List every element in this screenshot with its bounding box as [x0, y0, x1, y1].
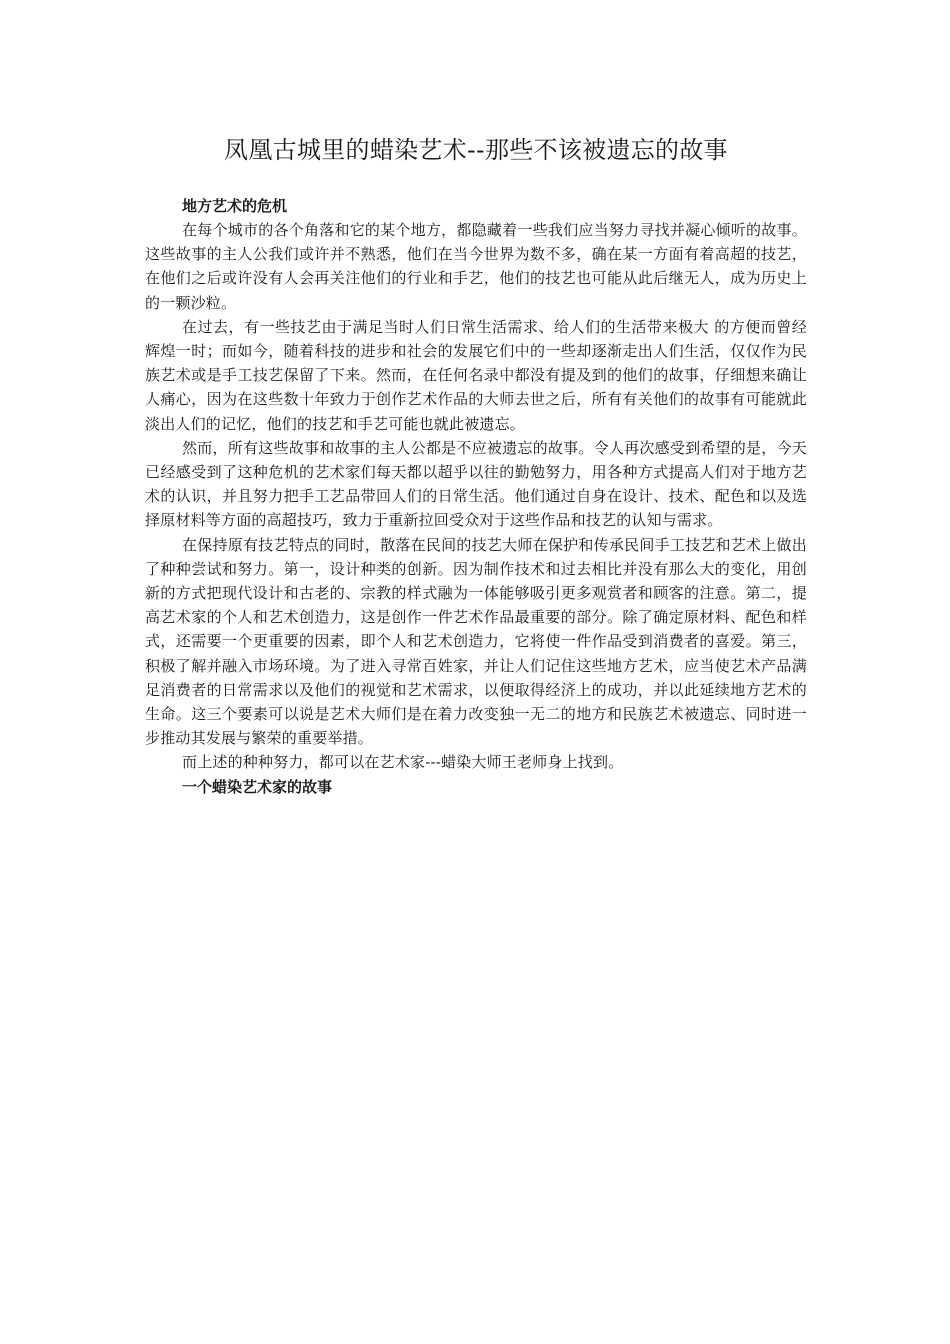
document-page: [145, 130, 807, 799]
paragraph-3: 然而，所有这些故事和故事的主人公都是不应被遗忘的故事。令人再次感受到希望的是，今天已经感受到了这种危机的艺术家们每天都以超乎以往的勤勉努力，用各种方式提高人们对于地方艺术的认识，并且努力把手工艺品带回人们的日常生活。他们通过自身在设计、技术、配色和以及选择原材料等方面的高超技巧，致力于重新拉回受众对于这些作品和技艺的认知与需求。: [145, 438, 807, 530]
paragraph-2: 在过去，有一些技艺由于满足当时人们日常生活需求、给人们的生活带来极大 的方便而曾经辉煌一时；而如今，随着科技的进步和社会的发展它们中的一些却逐渐走出人们生活，仅仅作为民族艺术或是手工技艺保留了下来。然而，在任何名录中都没有提及到的他们的故事，仔细想来确让人痛心，因为在这些数十年致力于创作艺术作品的大师去世之后，所有有关他们的故事有可能就此淡出人们的记忆，他们的技艺和手艺可能也就此被遗忘。: [145, 317, 807, 433]
section-heading-art-crisis: 地方艺术的危机: [182, 197, 288, 215]
document-title: 凤凰古城里的蜡染艺术--那些不该被遗忘的故事: [224, 136, 728, 164]
section-heading-batik-artist-story: 一个蜡染艺术家的故事: [182, 777, 333, 796]
paragraph-1: 在每个城市的各个角落和它的某个地方，都隐藏着一些我们应当努力寻找并凝心倾听的故事。这些故事的主人公我们或许并不熟悉，他们在当今世界为数不多，确在某一方面有着高超的技艺，在他们之后或许没有人会再关注他们的行业和手艺，他们的技艺也可能从此后继无人，成为历史上的一颗沙粒。: [145, 221, 807, 312]
paragraph-5: 而上述的种种努力，都可以在艺术家---蜡染大师王老师身上找到。: [182, 753, 624, 772]
paragraph-4: 在保持原有技艺特点的同时，散落在民间的技艺大师在保护和传承民间手工技艺和艺术上做出了种种尝试和努力。第一，设计种类的创新。因为制作技术和过去相比并没有那么大的变化，用创新的方式把现代设计和古老的、宗教的样式融为一体能够吸引更多观赏者和顾客的注意。第二，提高艺术家的个人和艺术创造力，这是创作一件艺术作品最重要的部分。除了确定原材料、配色和样式，还需要一个更重要的因素，即个人和艺术创造力，它将使一件作品受到消费者的喜爱。第三，积极了解并融入市场环境。为了进入寻常百姓家，并让人们记住这些地方艺术，应当使艺术产品满足消费者的日常需求以及他们的视觉和艺术需求，以便取得经济上的成功，并以此延续地方艺术的生命。这三个要素可以说是艺术大师们是在着力改变独一无二的地方和民族艺术被遗忘、同时进一步推动其发展与繁荣的重要举措。: [145, 535, 807, 748]
